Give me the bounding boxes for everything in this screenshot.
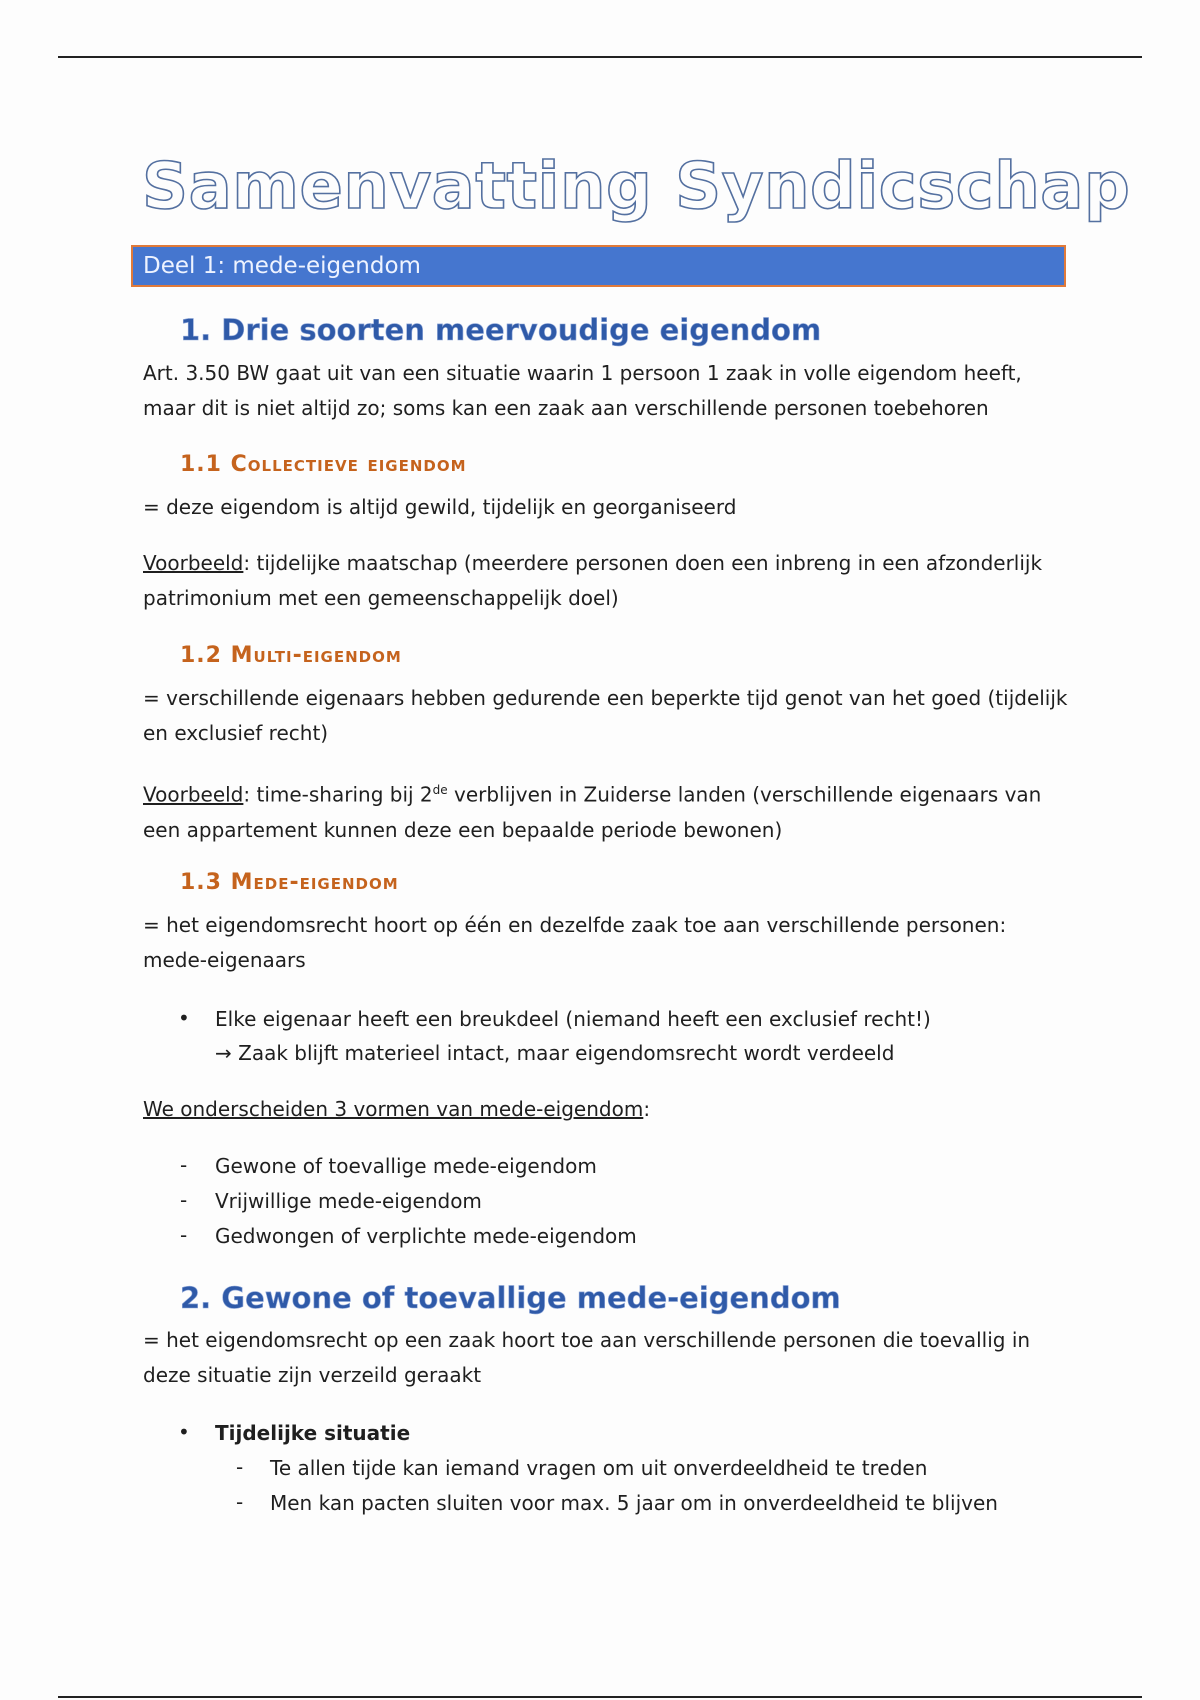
sub-item: Te allen tijde kan iemand vragen om uit onverdeeldheid te treden [270, 1456, 928, 1480]
form-item: Gewone of toevallige mede-eigendom [215, 1154, 597, 1178]
dash-icon: - [236, 1490, 244, 1514]
section-1-3-definition: = het eigendomsrecht hoort op één en dezelfde zaak toe aan verschillende personen: mede-eigenaars [143, 913, 1007, 972]
section-2-heading: 2. Gewone of toevallige mede-eigendom [180, 1281, 841, 1315]
section-2-definition: = het eigendomsrecht op een zaak hoort toe aan verschillende personen die toevallig in deze situatie zijn verzeild geraakt [143, 1328, 1031, 1387]
sub-item: Men kan pacten sluiten voor max. 5 jaar om in onverdeeldheid te blijven [270, 1491, 998, 1515]
section-1-text: Art. 3.50 BW gaat uit van een situatie waarin 1 persoon 1 zaak in volle eigendom heeft, maar dit is niet altijd zo; soms kan een zaak aan verschillende personen toebehoren [143, 361, 1022, 420]
part-banner-label: Deel 1: mede-eigendom [143, 253, 421, 279]
form-item: Gedwongen of verplichte mede-eigendom [215, 1224, 637, 1248]
bullet-dot-icon: • [178, 1420, 190, 1444]
bullet-dot-icon: • [178, 1006, 190, 1030]
top-rule [58, 56, 1142, 58]
section-1-2-example [143, 773, 1068, 848]
section-1-1-heading: 1.1 Collectieve eigendom [180, 452, 467, 477]
dash-icon: - [180, 1153, 188, 1177]
example-text-post: verblijven in Zuiderse landen (verschillende eigenaars van een appartement kunnen deze een bepaalde periode bewonen) [143, 782, 1042, 842]
section-1-1-example [143, 546, 1068, 616]
example-label: Voorbeeld [143, 782, 244, 807]
example-text-pre: : time-sharing bij 2 [243, 782, 433, 807]
forms-intro-colon: : [643, 1097, 651, 1121]
section-1-3-bullet: Elke eigenaar heeft een breukdeel (niemand heeft een exclusief recht!) [215, 1007, 931, 1031]
dash-icon: - [180, 1223, 188, 1247]
example-superscript: de [432, 783, 448, 797]
section-2-bullet: Tijdelijke situatie [215, 1421, 411, 1445]
bottom-rule [58, 1696, 1142, 1698]
forms-intro [143, 1092, 1068, 1127]
example-text: : tijdelijke maatschap (meerdere personen doen een inbreng in een afzonderlijk patrimonium met een gemeenschappelijk doel) [143, 551, 1043, 610]
dash-icon: - [236, 1455, 244, 1479]
forms-intro-text: We onderscheiden 3 vormen van mede-eigendom [143, 1097, 644, 1121]
dash-icon: - [180, 1188, 188, 1212]
example-label: Voorbeeld [143, 551, 244, 575]
section-1-2-heading: 1.2 Multi-eigendom [180, 643, 402, 668]
section-1-3-heading: 1.3 Mede-eigendom [180, 870, 399, 895]
section-1-1-definition: = deze eigendom is altijd gewild, tijdelijk en georganiseerd [143, 495, 737, 519]
form-item: Vrijwillige mede-eigendom [215, 1189, 482, 1213]
part-banner [131, 245, 1066, 287]
section-1-heading: 1. Drie soorten meervoudige eigendom [180, 313, 822, 347]
section-1-2-definition: = verschillende eigenaars hebben gedurende een beperkte tijd genot van het goed (tijdelijk en exclusief recht) [143, 686, 1068, 745]
section-1-3-arrow-line: → Zaak blijft materieel intact, maar eigendomsrecht wordt verdeeld [215, 1041, 895, 1065]
document-title: Samenvatting Syndicschap [142, 150, 1131, 224]
